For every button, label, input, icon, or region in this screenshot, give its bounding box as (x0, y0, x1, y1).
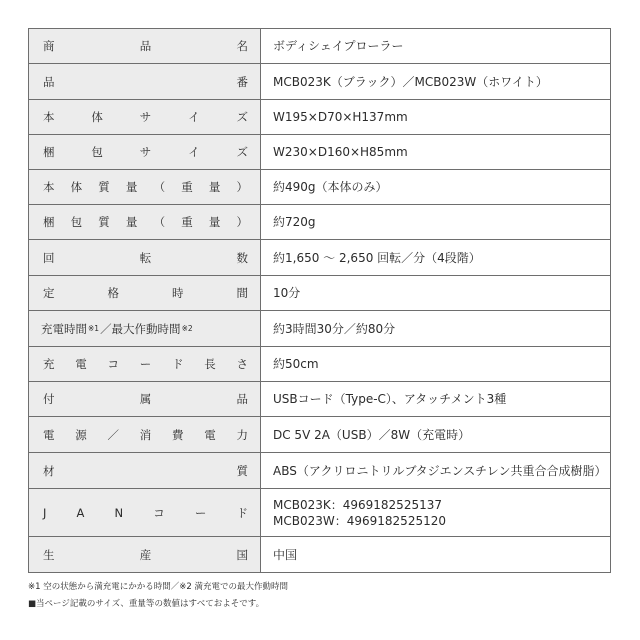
footnote-approximate-values: ■当ページ記載のサイズ、重量等の数値はすべておよそです。 (28, 599, 265, 609)
spec-value-cell (261, 135, 611, 170)
spec-label-char: コ (107, 357, 119, 371)
spec-label-char: 番 (236, 74, 248, 89)
spec-label-part: ※1 (88, 324, 100, 333)
spec-row (29, 453, 611, 489)
spec-value: ABS（アクリロニトリルブタジエンスチレン共重合合成樹脂） (273, 463, 607, 478)
spec-label-cell (29, 170, 261, 205)
spec-label (29, 285, 260, 301)
spec-label-char: 量 (208, 180, 221, 194)
spec-label (29, 250, 260, 266)
spec-label-char: ズ (236, 145, 248, 159)
spec-label-char: 品 (236, 392, 248, 406)
spec-value: DC 5V 2A（USB）／8W（充電時） (273, 427, 471, 442)
spec-label-char: 質 (98, 215, 110, 229)
spec-label-cell (29, 64, 261, 100)
spec-label-char: 品 (43, 74, 55, 89)
spec-value: W195×D70×H137mm (273, 110, 408, 124)
spec-value: 約1,650 ～ 2,650 回転／分（4段階） (273, 250, 481, 265)
spec-label-char: J (43, 505, 47, 520)
spec-label-char: サ (139, 145, 152, 159)
spec-label-char: 源 (75, 427, 87, 442)
spec-value-cell (261, 347, 611, 382)
spec-label-cell (29, 489, 261, 537)
spec-label (29, 38, 260, 54)
spec-label (29, 144, 260, 160)
spec-label-char: 充 (43, 357, 55, 371)
spec-label (29, 214, 260, 230)
spec-row (29, 29, 611, 64)
spec-label-cell (29, 537, 261, 573)
spec-label-cell (29, 100, 261, 135)
spec-label-char: ） (236, 215, 248, 229)
spec-label (29, 547, 260, 563)
spec-label-char: ド (236, 505, 248, 520)
spec-label-char: 量 (125, 215, 138, 229)
spec-value-cell (261, 417, 611, 453)
spec-row (29, 347, 611, 382)
spec-label-char: コ (153, 505, 165, 520)
spec-value: W230×D160×H85mm (273, 145, 408, 159)
spec-label (29, 427, 260, 443)
spec-value: 約3時間30分／約80分 (273, 321, 396, 336)
spec-label-char: 本 (43, 110, 55, 124)
spec-label-char: 定 (43, 286, 55, 300)
spec-label-char: ／ (107, 427, 119, 442)
spec-label-cell (29, 453, 261, 489)
spec-value-cell (261, 382, 611, 417)
spec-label-char: 名 (236, 39, 248, 53)
spec-label-char: 格 (107, 286, 119, 300)
spec-label-char: 量 (208, 215, 221, 229)
spec-label-char: 質 (98, 180, 110, 194)
spec-value: USBコード（Type-C）、アタッチメント3種 (273, 392, 507, 406)
spec-value: MCB023K：4969182525137 (273, 497, 442, 512)
spec-table (28, 28, 611, 573)
spec-row (29, 537, 611, 573)
spec-row (29, 100, 611, 135)
spec-value: 10分 (273, 286, 301, 300)
spec-value-cell (261, 311, 611, 347)
spec-label (29, 179, 260, 195)
spec-label-char: 体 (70, 180, 83, 194)
spec-label-char: 費 (172, 427, 184, 442)
spec-label (29, 356, 260, 372)
spec-label-part: ／最大作動時間 (100, 321, 181, 336)
spec-label-char: 力 (236, 427, 248, 442)
spec-label-cell (29, 135, 261, 170)
spec-label-char: A (76, 505, 85, 520)
spec-label-char: 生 (43, 547, 55, 562)
spec-label-char: 重 (181, 180, 193, 194)
spec-label-char: 数 (236, 250, 248, 265)
spec-label-char: 重 (181, 215, 193, 229)
spec-row (29, 417, 611, 453)
spec-row (29, 382, 611, 417)
spec-row (29, 135, 611, 170)
spec-label-char: 時 (172, 286, 184, 300)
spec-value: ボディシェイプローラー (273, 39, 404, 53)
spec-label-char: （ (153, 215, 166, 229)
spec-value-cell (261, 489, 611, 537)
spec-label-char: 転 (139, 250, 152, 265)
spec-label-char: 属 (139, 392, 152, 406)
spec-label-char: 電 (204, 427, 216, 442)
spec-value: 中国 (273, 547, 298, 562)
spec-row (29, 276, 611, 311)
spec-label-char: イ (188, 110, 200, 124)
spec-label (29, 505, 260, 521)
spec-row (29, 489, 611, 537)
spec-label-char: 材 (43, 463, 55, 478)
spec-label-char: さ (236, 357, 248, 371)
spec-label (29, 109, 260, 125)
spec-value-cell (261, 29, 611, 64)
spec-label-char: イ (188, 145, 200, 159)
spec-value-cell (261, 64, 611, 100)
spec-label-char: 付 (43, 392, 55, 406)
spec-value-cell (261, 205, 611, 240)
spec-label-char: ） (236, 180, 248, 194)
spec-label-char: ー (194, 505, 207, 520)
spec-label-char: 電 (43, 427, 55, 442)
spec-label (29, 463, 260, 479)
spec-label-cell (29, 417, 261, 453)
spec-label-char: ド (172, 357, 184, 371)
spec-value: MCB023K（ブラック）／MCB023W（ホワイト） (273, 74, 548, 89)
spec-row (29, 64, 611, 100)
spec-label-cell (29, 347, 261, 382)
spec-label (29, 321, 260, 337)
spec-label (29, 74, 260, 90)
spec-row (29, 170, 611, 205)
spec-value: 約490g（本体のみ） (273, 180, 388, 194)
spec-value: MCB023W：4969182525120 (273, 513, 446, 528)
spec-label-char: 電 (75, 357, 87, 371)
spec-label-cell (29, 382, 261, 417)
spec-label-char: 梱 (43, 145, 55, 159)
spec-label-cell (29, 29, 261, 64)
spec-label-char: ズ (236, 110, 248, 124)
spec-label-char: 間 (236, 286, 248, 300)
spec-label-char: 梱 (43, 215, 55, 229)
spec-label-cell (29, 276, 261, 311)
spec-value-cell (261, 170, 611, 205)
spec-row (29, 240, 611, 276)
spec-label-char: 本 (43, 180, 55, 194)
spec-label-char: 包 (91, 145, 103, 159)
spec-label-char: 品 (139, 39, 152, 53)
footnote-charge-time: ※1 空の状態から満充電にかかる時間／※2 満充電での最大作動時間 (28, 582, 288, 592)
spec-label-char: （ (153, 180, 166, 194)
spec-label-char: サ (139, 110, 152, 124)
spec-row (29, 311, 611, 347)
spec-label-cell (29, 205, 261, 240)
spec-label-char: 包 (70, 215, 83, 229)
spec-label-char: 回 (43, 250, 55, 265)
spec-label-cell (29, 311, 261, 347)
spec-label-char: 商 (43, 39, 55, 53)
spec-label-char: 消 (139, 427, 152, 442)
spec-label-char: 国 (236, 547, 248, 562)
spec-label-char: 体 (91, 110, 103, 124)
spec-label-char: ー (139, 357, 152, 371)
spec-label-char: N (114, 505, 124, 520)
spec-table-body (29, 29, 611, 573)
spec-label-part: 充電時間 (41, 321, 87, 336)
spec-label-part: ※2 (181, 324, 193, 333)
spec-label-cell (29, 240, 261, 276)
spec-label (29, 391, 260, 407)
spec-value-cell (261, 240, 611, 276)
spec-label-char: 産 (139, 547, 152, 562)
spec-value-cell (261, 537, 611, 573)
spec-label-char: 量 (125, 180, 138, 194)
spec-value: 約50cm (273, 357, 319, 371)
spec-value-cell (261, 100, 611, 135)
spec-value: 約720g (273, 215, 316, 229)
spec-label-char: 長 (204, 357, 216, 371)
footnotes (28, 579, 611, 613)
spec-value-cell (261, 453, 611, 489)
spec-label-char: 質 (236, 463, 248, 478)
spec-row (29, 205, 611, 240)
spec-value-cell (261, 276, 611, 311)
